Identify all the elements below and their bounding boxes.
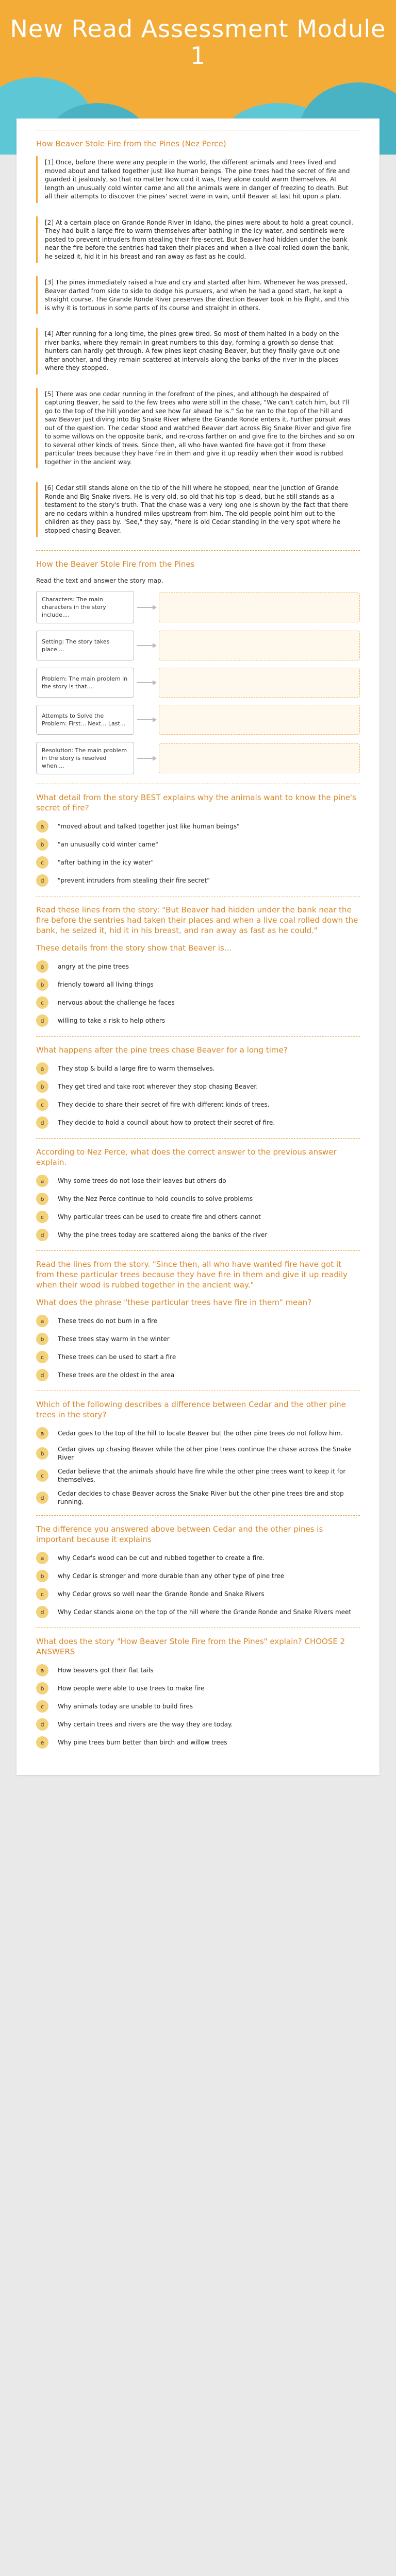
- answer-option[interactable]: [36, 1552, 360, 1564]
- option-text: They decide to hold a council about how to protect their secret of fire.: [58, 1119, 275, 1126]
- option-text: why Cedar grows so well near the Grande Ronde and Snake Rivers: [58, 1590, 265, 1598]
- option-text: Cedar goes to the top of the hill to locate Beaver but the other pine trees do not follow him.: [58, 1430, 343, 1437]
- answer-option[interactable]: [36, 1427, 360, 1439]
- question-prompt: What detail from the story BEST explains why the animals want to know the pine's secret of fire?: [36, 793, 356, 812]
- passage-paragraph: [2] At a certain place on Grande Ronde River in Idaho, the pines were about to hold a great council. They had built a large fire to warm themselves after bathing in the icy water, and sentinels were posted to prevent intruders from stealing their fire-secret. But Beaver had hidden under the bank near the fire before the sentries had taken their places and when a live coal rolled down the bank, he seized it, hid it in his breast and ran away as fast as he could.: [36, 216, 360, 263]
- option-text: They stop & build a large fire to warm themselves.: [58, 1065, 215, 1072]
- answer-option[interactable]: [36, 1098, 360, 1111]
- answer-option[interactable]: [36, 1080, 360, 1093]
- story-map-row: [36, 668, 360, 698]
- story-map-instruction: Read the text and answer the story map.: [36, 577, 163, 584]
- story-map-row: [36, 591, 360, 623]
- option-letter-badge: d: [36, 1116, 48, 1129]
- answer-option[interactable]: [36, 1700, 360, 1713]
- story-map-label: Attempts to Solve the Problem: First... Next... Last...: [36, 705, 134, 735]
- option-letter-badge: c: [36, 1098, 48, 1111]
- answer-option[interactable]: [36, 978, 360, 991]
- arrow-right-icon: [137, 607, 156, 608]
- option-letter-badge: b: [36, 1682, 48, 1694]
- question-prompt: Read these lines from the story: "But Beaver had hidden under the bank near the fire before the sentries had taken their places and when a live coal rolled down the bank, he seized it, hid it in his breast, and ran away as fast as he could.": [36, 905, 358, 935]
- option-text: How people were able to use trees to make fire: [58, 1685, 205, 1692]
- option-text: friendly toward all living things: [58, 981, 154, 988]
- option-letter-badge: c: [36, 1469, 48, 1482]
- option-text: willing to take a risk to help others: [58, 1017, 166, 1024]
- passage-paragraph: [6] Cedar still stands alone on the tip of the hill where he stopped, near the junction of Grande Ronde and Big Snake rivers. He is very old, so old that his top is dead, but he still stands as a testament to the story's truth. That the chase was a very long one is shown by the fact that there are no cedars within a hundred miles upstream from him. The old people point him out to the children as they pass by. "See," they say, "here is old Cedar standing in the very spot where he stopped chasing Beaver.: [36, 482, 360, 537]
- answer-option[interactable]: [36, 1445, 360, 1462]
- question-subprompt: These details from the story show that Beaver is...: [36, 943, 232, 953]
- answer-option[interactable]: [36, 1489, 360, 1506]
- option-text: why Cedar's wood can be cut and rubbed together to create a fire.: [58, 1554, 265, 1562]
- question-prompt: What happens after the pine trees chase Beaver for a long time?: [36, 1045, 288, 1055]
- option-text: These trees do not burn in a fire: [58, 1317, 158, 1325]
- option-letter-badge: d: [36, 1369, 48, 1381]
- answer-option[interactable]: [36, 1467, 360, 1484]
- arrow-right-icon: [137, 719, 156, 720]
- option-text: "an unusually cold winter came": [58, 841, 158, 848]
- story-map-answer-box[interactable]: [159, 631, 360, 660]
- answer-option[interactable]: [36, 1664, 360, 1676]
- passage-heading: How Beaver Stole Fire from the Pines (Nez Perce): [36, 139, 226, 148]
- answer-option[interactable]: [36, 856, 360, 869]
- option-text: nervous about the challenge he faces: [58, 999, 175, 1006]
- option-letter-badge: a: [36, 1175, 48, 1187]
- passage-body: [36, 156, 360, 537]
- option-text: "prevent intruders from stealing their fire secret": [58, 877, 210, 884]
- option-text: How beavers got their flat tails: [58, 1667, 154, 1674]
- answer-option[interactable]: [36, 820, 360, 833]
- passage-paragraph: [4] After running for a long time, the pines grew tired. So most of them halted in a body on the river banks, where they remain in great numbers to this day, forming a growth so dense that hunters can hardly get through. A few pines kept chasing Beaver, but they finally gave out one after another, and they remain scattered at intervals along the banks of the river in the places where they stopped.: [36, 328, 360, 375]
- answer-option[interactable]: [36, 1333, 360, 1345]
- option-text: Why animals today are unable to build fires: [58, 1703, 193, 1710]
- option-letter-badge: c: [36, 1588, 48, 1600]
- option-text: They decide to share their secret of fire with different kinds of trees.: [58, 1101, 270, 1108]
- assessment-card: [16, 118, 380, 1775]
- question-block: [36, 1515, 360, 1618]
- answer-option[interactable]: [36, 1229, 360, 1241]
- story-map-section: [36, 550, 360, 774]
- story-map-heading: How the Beaver Stole Fire from the Pines: [36, 560, 195, 569]
- option-text: Cedar believe that the animals should have fire while the other pine trees want to keep it for themselves.: [58, 1468, 346, 1483]
- question-block: [36, 1036, 360, 1129]
- option-letter-badge: a: [36, 1552, 48, 1564]
- option-text: Cedar gives up chasing Beaver while the other pine trees continue the chase across the Snake River: [58, 1446, 352, 1461]
- option-text: Why some trees do not lose their leaves but others do: [58, 1177, 226, 1184]
- option-text: Why pine trees burn better than birch and willow trees: [58, 1739, 227, 1746]
- option-letter-badge: d: [36, 1229, 48, 1241]
- option-text: These trees are the oldest in the area: [58, 1371, 175, 1379]
- answer-option[interactable]: [36, 1570, 360, 1582]
- passage-paragraph: [5] There was one cedar running in the forefront of the pines, and although he despaired of capturing Beaver, he said to the few trees who were still in the chase, "We can't catch him, but I'll go to the top of the hill yonder and see how far ahead he is." So he ran to the top of the hill and saw Beaver just diving into Big Snake River where the Grande Ronde enters it. Further pursuit was out of the question. The cedar stood and watched Beaver dart across Big Snake River and give fire to some willows on the opposite bank, and re-cross farther on and give fire to the birches and so on to several other kinds of trees. Since then, all who have wanted fire have got it from these particular trees because they have fire in them and give it up readily when their wood is rubbed together in the ancient way.: [36, 388, 360, 469]
- question-prompt: Read the lines from the story. "Since then, all who have wanted fire have got it from these particular trees because they have fire in them and give it up readily when their wood is rubbed together in the ancient way.": [36, 1260, 348, 1290]
- question-block: [36, 1250, 360, 1381]
- question-prompt: According to Nez Perce, what does the correct answer to the previous answer explain.: [36, 1147, 337, 1167]
- option-letter-badge: d: [36, 1606, 48, 1618]
- story-map-answer-box[interactable]: [159, 592, 360, 622]
- arrow-right-icon: [137, 682, 156, 683]
- story-map-answer-box[interactable]: [159, 668, 360, 698]
- story-map-row: [36, 705, 360, 735]
- question-prompt: Which of the following describes a difference between Cedar and the other pine trees in the story?: [36, 1400, 346, 1419]
- story-map-answer-box[interactable]: [159, 743, 360, 773]
- option-letter-badge: c: [36, 996, 48, 1009]
- option-letter-badge: a: [36, 1664, 48, 1676]
- option-text: Cedar decides to chase Beaver across the Snake River but the other pine trees tire and stop running.: [58, 1490, 344, 1505]
- question-prompt: The difference you answered above between Cedar and the other pines is important because it explains: [36, 1524, 323, 1544]
- option-letter-badge: a: [36, 820, 48, 833]
- story-map-label: Resolution: The main problem in the story is resolved when....: [36, 742, 134, 774]
- option-text: These trees stay warm in the winter: [58, 1335, 170, 1343]
- answer-option[interactable]: [36, 1682, 360, 1694]
- option-letter-badge: c: [36, 856, 48, 869]
- option-letter-badge: d: [36, 1492, 48, 1504]
- story-map-answer-box[interactable]: [159, 705, 360, 735]
- answer-option[interactable]: [36, 996, 360, 1009]
- passage-section: [36, 130, 360, 537]
- option-letter-badge: d: [36, 1718, 48, 1731]
- answer-option[interactable]: [36, 1351, 360, 1363]
- question-prompt: What does the story "How Beaver Stole Fire from the Pines" explain? CHOOSE 2 ANSWERS: [36, 1637, 345, 1656]
- option-letter-badge: c: [36, 1211, 48, 1223]
- answer-option[interactable]: [36, 838, 360, 851]
- arrow-right-icon: [137, 645, 156, 646]
- option-letter-badge: b: [36, 1447, 48, 1460]
- answer-option[interactable]: [36, 1211, 360, 1223]
- story-map-label: Problem: The main problem in the story is that....: [36, 668, 134, 698]
- option-letter-badge: d: [36, 874, 48, 887]
- option-letter-badge: c: [36, 1700, 48, 1713]
- option-letter-badge: b: [36, 838, 48, 851]
- question-block: [36, 896, 360, 1027]
- option-letter-badge: b: [36, 1193, 48, 1205]
- answer-option[interactable]: [36, 1718, 360, 1731]
- page-title: New Read Assessment Module 1: [10, 15, 386, 70]
- option-letter-badge: c: [36, 1351, 48, 1363]
- answer-option[interactable]: [36, 1588, 360, 1600]
- answer-option[interactable]: [36, 1369, 360, 1381]
- option-text: Why the Nez Perce continue to hold councils to solve problems: [58, 1195, 253, 1202]
- answer-option[interactable]: [36, 1736, 360, 1749]
- answer-option[interactable]: [36, 874, 360, 887]
- question-block: [36, 784, 360, 887]
- answer-option[interactable]: [36, 1606, 360, 1618]
- passage-paragraph: [3] The pines immediately raised a hue and cry and started after him. Whenever he was pressed, Beaver darted from side to side to dodge his pursuers, and when he had a good start, he kept a straight course. The Grande Ronde River preserves the direction Beaver took in his flight, and this is why it is tortuous in some parts of its course and straight in others.: [36, 276, 360, 314]
- option-letter-badge: d: [36, 1014, 48, 1027]
- option-text: "after bathing in the icy water": [58, 859, 154, 866]
- question-block: [36, 1138, 360, 1241]
- option-letter-badge: b: [36, 1333, 48, 1345]
- option-letter-badge: a: [36, 960, 48, 973]
- answer-option[interactable]: [36, 1062, 360, 1075]
- story-map-row: [36, 742, 360, 774]
- option-text: Why particular trees can be used to create fire and others cannot: [58, 1213, 261, 1221]
- option-letter-badge: e: [36, 1736, 48, 1749]
- option-text: Why the pine trees today are scattered along the banks of the river: [58, 1231, 268, 1239]
- question-subprompt: What does the phrase "these particular trees have fire in them" mean?: [36, 1298, 312, 1307]
- question-block: [36, 1628, 360, 1749]
- answer-option[interactable]: [36, 1315, 360, 1327]
- answer-option[interactable]: [36, 1116, 360, 1129]
- answer-option[interactable]: [36, 1175, 360, 1187]
- option-text: Why certain trees and rivers are the way they are today.: [58, 1721, 233, 1728]
- option-letter-badge: a: [36, 1427, 48, 1439]
- option-text: These trees can be used to start a fire: [58, 1353, 176, 1361]
- option-letter-badge: a: [36, 1315, 48, 1327]
- answer-option[interactable]: [36, 1014, 360, 1027]
- story-map-label: Characters: The main characters in the story include....: [36, 591, 134, 623]
- option-letter-badge: a: [36, 1062, 48, 1075]
- option-letter-badge: b: [36, 1570, 48, 1582]
- arrow-right-icon: [137, 758, 156, 759]
- story-map-row: [36, 631, 360, 660]
- story-map-label: Setting: The story takes place....: [36, 631, 134, 660]
- option-text: They get tired and take root wherever they stop chasing Beaver.: [58, 1083, 258, 1090]
- option-text: Why Cedar stands alone on the top of the hill where the Grande Ronde and Snake Rivers meet: [58, 1608, 352, 1616]
- option-text: angry at the pine trees: [58, 963, 129, 970]
- answer-option[interactable]: [36, 1193, 360, 1205]
- option-letter-badge: b: [36, 1080, 48, 1093]
- option-text: why Cedar is stronger and more durable than any other type of pine tree: [58, 1572, 285, 1580]
- option-letter-badge: b: [36, 978, 48, 991]
- answer-option[interactable]: [36, 960, 360, 973]
- passage-paragraph: [1] Once, before there were any people in the world, the different animals and trees lived and moved about and talked together just like human beings. The pine trees had the secret of fire and guarded it jealously, so that no matter how cold it was, they alone could warm themselves. At length an unusually cold winter came and all the animals were in danger of freezing to death. But all their attempts to discover the pines' secret were in vain, until Beaver at last hit upon a plan.: [36, 156, 360, 203]
- question-block: [36, 1391, 360, 1506]
- option-text: "moved about and talked together just like human beings": [58, 823, 240, 830]
